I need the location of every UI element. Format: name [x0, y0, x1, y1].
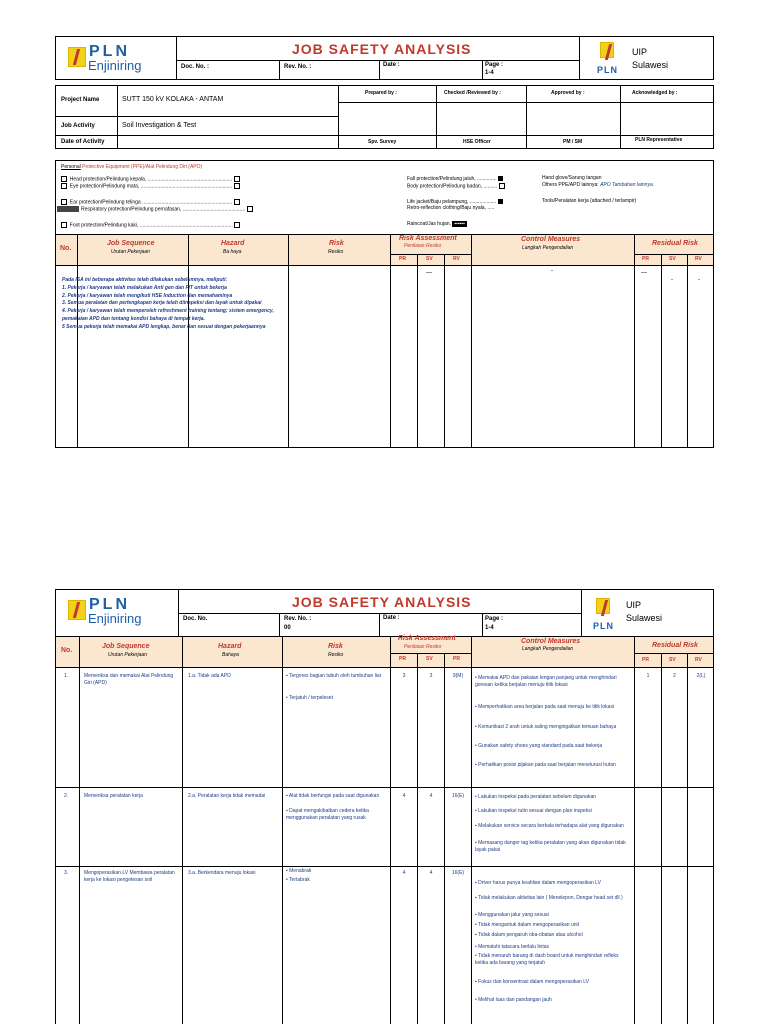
pln-small-logo-text: PLN [593, 621, 614, 631]
rev-no-value-2: 00 [284, 625, 291, 631]
sulawesi-label: Sulawesi [632, 60, 669, 70]
rev-no-label-2: Rev. No. : [284, 616, 312, 622]
col-hazard: Hazard [221, 240, 245, 247]
pln-small-logo-icon [596, 598, 610, 614]
ppe-foot: Foot protection/Pelindung kaki, ................................................................... [61, 222, 240, 229]
row-sv: 3 [429, 673, 433, 679]
pln-small-logo-text: PLN [597, 65, 618, 75]
acknowledged-by-label: Acknowledged by : [632, 90, 678, 96]
col-risk-assessment-sub-2: Penilaian Resiko [404, 644, 442, 650]
col-risk-assessment-sub: Penilaian Resiko [404, 243, 442, 249]
page-value-2: 1-4 [485, 625, 494, 631]
col-control-measures-sub-2: Langkah Pengendalian [522, 646, 574, 652]
ppe-life-jacket: Life jacket/Baju pelampung, ................... [407, 199, 503, 206]
col-rv: RV [453, 256, 460, 262]
col-pr2-2: PR [453, 656, 460, 662]
col-sv: SV [426, 256, 433, 262]
ppe-raincoat: Raincoat/Jas hujan, ▪▪▪▪▪▪ [407, 221, 465, 227]
ppe-ear: Ear protection/Pelindung telinga ................................................................. [61, 199, 240, 206]
row-sv: 4 [429, 793, 433, 799]
checked-by-label: Checked /Reviewed by : [444, 90, 501, 96]
col-rr-sv-2: SV [669, 657, 676, 663]
row-rv: 16(E) [451, 793, 465, 799]
prepared-by-label: Prepared by : [365, 90, 397, 96]
date-of-activity-label: Date of Activity [61, 139, 105, 145]
row-risk-item: • Tertabrak [286, 877, 310, 883]
col-risk-assessment: Risk Assessment [399, 235, 457, 242]
row-control-measure: • Gunakan safety shoes yang standard pada saat bekerja [475, 743, 603, 749]
row-risk-item: ▪ Tergores bagian tubuh oleh tumbuhan liar [286, 673, 382, 679]
note-line: 1. Pekerja / karyawan telah melakukan Anti gen dan FIT untuk bekerja [62, 284, 227, 291]
row-rv: 9(M) [452, 673, 464, 679]
ppe-retro: Retro-reflection clothing/Baju nyala, ..... [407, 205, 495, 211]
row-hazard: 1.a. Tidak ada APD [188, 673, 231, 679]
col-control-measures: Control Measures [521, 236, 581, 243]
row-risk-item: ▪ Alat tidak berfungsi pada saat digunakan [286, 793, 380, 799]
row-control-measure: ▪ Fokus dan konsentrasi dalam mengoperasikan LV [475, 979, 589, 985]
col-control-measures-sub: Langkah Pengendalian [522, 245, 574, 251]
row-pr: 4 [402, 870, 406, 876]
row-job: Memeriksa peralatan kerja [84, 793, 143, 799]
row-control-measure: ▪ Menggunakan jalur yang sesuai [475, 912, 549, 918]
row-rv: 16(E) [451, 870, 465, 876]
row-control-measure: • Memakai APD dan pakaian lengan panjang untuk menghindari goresan ketika berjalan menuju titik lokasi [475, 675, 617, 688]
row-control-measure: ▪ Driver harus punya keahlian dalam mengoperasikan LV [475, 880, 601, 886]
row-control-measure: ▪ Melakukan service secara berkala terhadapa alat yang digunakan [475, 823, 624, 829]
row-risk-item: ▪ Dapat mengakibatkan cedera ketika menggunakan peralatan yang rusak [286, 808, 369, 821]
row-control-measure: • Tidak mengantuk dalam mengoperasikan unit [475, 922, 580, 928]
col-rr-rv-2: RV [695, 657, 702, 663]
row-control-measure: ▪ Perhatikan posisi pijakan pada saat berjalan menelurusi hutan [475, 762, 616, 768]
project-name-value: SUTT 150 kV KOLAKA - ANTAM [122, 96, 224, 103]
note-line: pemakaian APD dan tentang kondisi bahaya di tempat kerja. [62, 315, 205, 322]
doc-no-label: Doc. No. : [181, 64, 209, 70]
job-activity-label: Job Activity [61, 123, 95, 129]
date-label-2: Date : [383, 615, 400, 621]
pln-logo-icon [68, 600, 86, 620]
ppe-tools: Tools/Peralatan kerja (attached / terlampir) [542, 198, 637, 204]
ppe-respiratory: Respiratory protection/Pelindung pernafasan, ............................................. [81, 206, 253, 213]
row-control-measure: ▪ Memperhatikan area berjalan pada saat menuju ke titik lokasi [475, 704, 615, 710]
col-hazard-2: Hazard [218, 643, 242, 650]
col-no: No. [60, 245, 72, 252]
col-hazard-sub-2: Bahaya [222, 652, 239, 658]
page-label: Page : [485, 62, 504, 68]
ra-dash: — [426, 270, 432, 276]
ppe-eye: Eye protection/Pelindung mata, .................................................................. [61, 183, 240, 190]
approved-by-label: Approved by : [551, 90, 585, 96]
col-sv-2: SV [426, 656, 433, 662]
enjiniring-logo-text: Enjiniring [88, 58, 142, 73]
note-line: 4. Pekerja / karyawan telah memperoleh refreshment training tentang; sistem emergency, [62, 308, 274, 314]
rr-rv-mark: - [698, 277, 700, 283]
row-job: Memeriksa dan memakai Alat Pelindung Giri (APD) [84, 673, 174, 686]
row-rr-pr: 1 [646, 673, 650, 679]
row-rr-sv: 2 [673, 673, 676, 679]
row-control-measure: • Komunikasi 2 arah untuk saling mengingatkan temuan bahaya [475, 724, 617, 730]
row-risk-item: • Menabrak [286, 868, 312, 874]
jsa-page-1 [55, 36, 714, 448]
row-sv: 4 [429, 870, 433, 876]
uip-label-2: UIP [626, 600, 642, 610]
sulawesi-label-2: Sulawesi [626, 613, 663, 623]
row-control-measure: ▪ Tidak melakukan aktivitas lain ( Menelepon, Dengar head set dll ) [475, 895, 623, 901]
notes-block [62, 277, 392, 331]
col-residual-risk-2: Residual Risk [652, 642, 698, 649]
row-no: 3. [64, 870, 69, 876]
pln-logo-text: PLN [89, 596, 130, 613]
col-job-sequence-sub: Urutan Pekerjaan [111, 249, 150, 255]
col-pr: PR [399, 256, 406, 262]
ppe-hand: Hand glove/Sarung tangan [542, 175, 602, 181]
col-rr-sv: SV [669, 256, 676, 262]
col-pr-2: PR [399, 656, 406, 662]
row-control-measure: ▪ Tidak dalam pengaruh oba-obatan atau alcohol [475, 932, 583, 938]
row-control-measure: • Melihat luas dan pandangan jauh [475, 997, 552, 1003]
col-rr-pr-2: PR [642, 657, 649, 663]
row-hazard: 3.a. Berkendara menuju lokasi [188, 870, 256, 876]
col-residual-risk: Residual Risk [652, 240, 698, 247]
doc-no-label-2: Doc. No. [183, 616, 208, 622]
row-no: 2. [64, 793, 69, 799]
note-line: 5 Semua pekerja telah memakai APD lengkap, benar dan sesuai dengan pekerjaannya [62, 323, 266, 330]
page-label-2: Page : [485, 616, 504, 622]
hse-officer: HSE Officer [463, 139, 491, 145]
col-job-sequence-2: Job Sequence [102, 643, 150, 650]
col-hazard-sub: Ba haya [223, 249, 242, 255]
date-label: Date : [383, 62, 400, 68]
col-job-sequence-sub-2: Urutan Pekerjaan [108, 652, 147, 658]
pln-small-logo-icon [600, 42, 614, 58]
pm-sm: PM / SM [563, 139, 583, 145]
rev-no-label: Rev. No. : [284, 64, 312, 70]
row-control-measure: • Lakukan inspeksi rutin sesuai dengan plan inspeksi [475, 808, 592, 814]
row-hazard: 2.a. Peralatan kerja tidak memadai [188, 793, 266, 799]
ppe-head: Head protection/Pelindung kepala, ............................................................. [61, 176, 240, 183]
col-risk-sub: Resiko [328, 249, 344, 255]
page-value: 1-4 [485, 70, 494, 76]
respiratory-highlight [57, 206, 79, 212]
row-pr: 4 [402, 793, 406, 799]
project-name-label: Project Name [61, 97, 100, 103]
row-control-measure: • Mematuhi tatacara berlalu lintas [475, 944, 550, 950]
col-job-sequence: Job Sequence [107, 240, 155, 247]
page-title-2: JOB SAFETY ANALYSIS [292, 594, 472, 610]
col-risk-sub-2: Resiko [328, 652, 344, 658]
note-line: 2. Pekerja / karyawan telah mengikuti HSE Induction dan memahaminya [62, 292, 233, 299]
note-line: Pada ISA ini beberapa aktivitas telah dilakukan sebelumnya, meliputi: [62, 277, 228, 283]
row-control-measure: • Memasang danger tag ketika peralatan yang akan digunakan tidak layak pakai [475, 840, 626, 853]
col-risk: Risk [329, 240, 344, 247]
enjiniring-logo-text: Enjiniring [88, 611, 142, 626]
row-risk-item: • Terjatuh / terpeleset [286, 695, 333, 701]
job-activity-value: Soil Investigation & Test [122, 122, 197, 129]
ppe-fall: Fall protection/Pelindung jatuh, .............. [407, 176, 503, 183]
pln-logo-text: PLN [89, 43, 130, 60]
pln-logo-icon [68, 47, 86, 67]
uip-label: UIP [632, 47, 648, 57]
cm-mark: - [551, 268, 553, 274]
row-rr-rv: 2(L) [696, 673, 706, 679]
col-no-2: No. [61, 647, 73, 654]
ppe-others: Others PPE/APD lainnya: APO Tambahan lainnya. [542, 182, 655, 188]
ppe-body: Body protection/Pelindung badan, .......... [407, 183, 505, 190]
ppe-title: Personal Protective Equipment (PPE)/Alat Pelindung Diri (APO) [61, 164, 203, 170]
col-rr-rv: RV [695, 256, 702, 262]
rr-dash: — [641, 270, 647, 276]
spv-survey: Spv. Survey [368, 139, 397, 145]
page-title: JOB SAFETY ANALYSIS [292, 41, 472, 57]
col-risk-2: Risk [328, 643, 343, 650]
row-pr: 3 [402, 673, 406, 679]
row-control-measure: • Lakukan inspeksi pada peralatan sebelum digunakan [475, 794, 597, 800]
jsa-page-2 [55, 589, 714, 1024]
row-no: 1. [64, 673, 69, 679]
col-control-measures-2: Control Measures [521, 638, 581, 645]
col-risk-assessment-2: Risk Assessment [398, 635, 456, 642]
pln-representative: PLN Representative [635, 137, 683, 143]
rr-sv-mark: - [671, 277, 673, 283]
row-control-measure: • Tidak menaruh barang di dash board untuk menghindari refleks ketika ada barang yang terjatuh [475, 953, 619, 966]
note-line: 3. Semua peralatan dan perlengkapan kerja telah diinspeksi dan layak untuk dipakai [62, 300, 262, 307]
row-job: Mengoperasikan LV Membawa peralatan kerja ke lokasi pengetesan soil [84, 870, 175, 883]
col-rr-pr: PR [642, 256, 649, 262]
